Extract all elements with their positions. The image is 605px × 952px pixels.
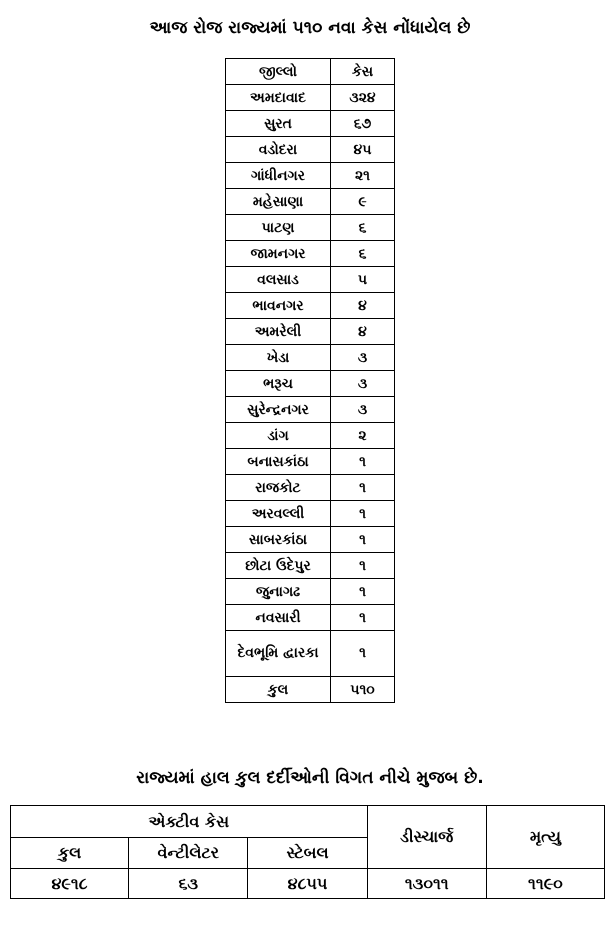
table-row (226, 189, 395, 215)
district-case-count: ૫ (331, 267, 395, 293)
patient-summary-table (10, 805, 605, 899)
district-name: છોટા ઉદેપુર (226, 553, 331, 579)
table-row (226, 85, 395, 111)
active-cases-header: એક્ટીવ કેસ (11, 806, 368, 838)
district-case-count: ૪ (331, 293, 395, 319)
district-case-count: ૧ (331, 631, 395, 677)
total-value: ૫૧૦ (331, 677, 395, 703)
table-row (226, 371, 395, 397)
district-name: વલસાડ (226, 267, 331, 293)
district-case-count: ૬ (331, 215, 395, 241)
table-row (226, 579, 395, 605)
district-name: બનાસકાંઠા (226, 449, 331, 475)
page-title: આજ રોજ રાજ્યમાં ૫૧૦ નવા કેસ નોંધાયેલ છે (149, 18, 471, 38)
district-name: ભાવનગર (226, 293, 331, 319)
district-case-count: ૬૭ (331, 111, 395, 137)
district-case-count: ૯ (331, 189, 395, 215)
district-name: જામનગર (226, 241, 331, 267)
table-row (226, 397, 395, 423)
table-row (226, 423, 395, 449)
district-column-header: જીલ્લો (226, 59, 331, 85)
district-case-count: ૩ (331, 371, 395, 397)
active-total-header: કુલ (11, 838, 129, 869)
table-row (226, 553, 395, 579)
district-name: સુરેન્દ્રનગર (226, 397, 331, 423)
summary-title: રાજ્યમાં હાલ કુલ દર્દીઓની વિગત નીચે મુજબ છે. (136, 768, 484, 788)
district-name: ભરૂચ (226, 371, 331, 397)
district-case-count: ૧ (331, 475, 395, 501)
table-row (226, 163, 395, 189)
table-header-row (226, 59, 395, 85)
total-label: કુલ (226, 677, 331, 703)
district-name: સુરત (226, 111, 331, 137)
district-case-count: ૪ (331, 319, 395, 345)
table-row (226, 501, 395, 527)
district-case-count: ૩ (331, 397, 395, 423)
district-cases-table (225, 58, 395, 703)
district-case-count: ૧ (331, 527, 395, 553)
district-case-count: ૨૧ (331, 163, 395, 189)
district-name: અમરેલી (226, 319, 331, 345)
table-row (226, 137, 395, 163)
district-name: પાટણ (226, 215, 331, 241)
table-row (226, 267, 395, 293)
district-case-count: ૪૫ (331, 137, 395, 163)
district-name: દેવભૂમિ દ્વારકા (226, 631, 331, 677)
table-row (226, 293, 395, 319)
district-name: ડાંગ (226, 423, 331, 449)
district-name: જુનાગઢ (226, 579, 331, 605)
ventilator-value: ૬૩ (129, 869, 248, 899)
ventilator-header: વેન્ટીલેટર (129, 838, 248, 869)
cases-column-header: કેસ (331, 59, 395, 85)
district-name: અમદાવાદ (226, 85, 331, 111)
district-name: રાજકોટ (226, 475, 331, 501)
table-row (226, 215, 395, 241)
district-case-count: ૩૨૪ (331, 85, 395, 111)
district-case-count: ૧ (331, 501, 395, 527)
district-case-count: ૧ (331, 553, 395, 579)
district-name: અરવલ્લી (226, 501, 331, 527)
table-row (226, 449, 395, 475)
district-name: ખેડા (226, 345, 331, 371)
discharge-value: ૧૩૦૧૧ (367, 869, 486, 899)
stable-value: ૪૮૫૫ (248, 869, 367, 899)
table-row (226, 345, 395, 371)
district-case-count: ૬ (331, 241, 395, 267)
stable-header: સ્ટેબલ (248, 838, 367, 869)
death-value: ૧૧૯૦ (486, 869, 604, 899)
total-row (226, 677, 395, 703)
death-header: મૃત્યુ (486, 806, 604, 869)
district-name: ગાંધીનગર (226, 163, 331, 189)
district-case-count: ૧ (331, 579, 395, 605)
district-name: વડોદરા (226, 137, 331, 163)
table-row (226, 111, 395, 137)
table-row (226, 605, 395, 631)
table-row (226, 527, 395, 553)
table-row (226, 241, 395, 267)
discharge-header: ડીસ્ચાર્જ (367, 806, 486, 869)
district-name: નવસારી (226, 605, 331, 631)
district-name: મહેસાણા (226, 189, 331, 215)
district-case-count: ૨ (331, 423, 395, 449)
table-row (226, 475, 395, 501)
district-name: સાબરકાંઠા (226, 527, 331, 553)
district-case-count: ૧ (331, 449, 395, 475)
district-case-count: ૧ (331, 605, 395, 631)
table-row (226, 631, 395, 677)
table-row (226, 319, 395, 345)
active-total-value: ૪૯૧૮ (11, 869, 129, 899)
district-case-count: ૩ (331, 345, 395, 371)
